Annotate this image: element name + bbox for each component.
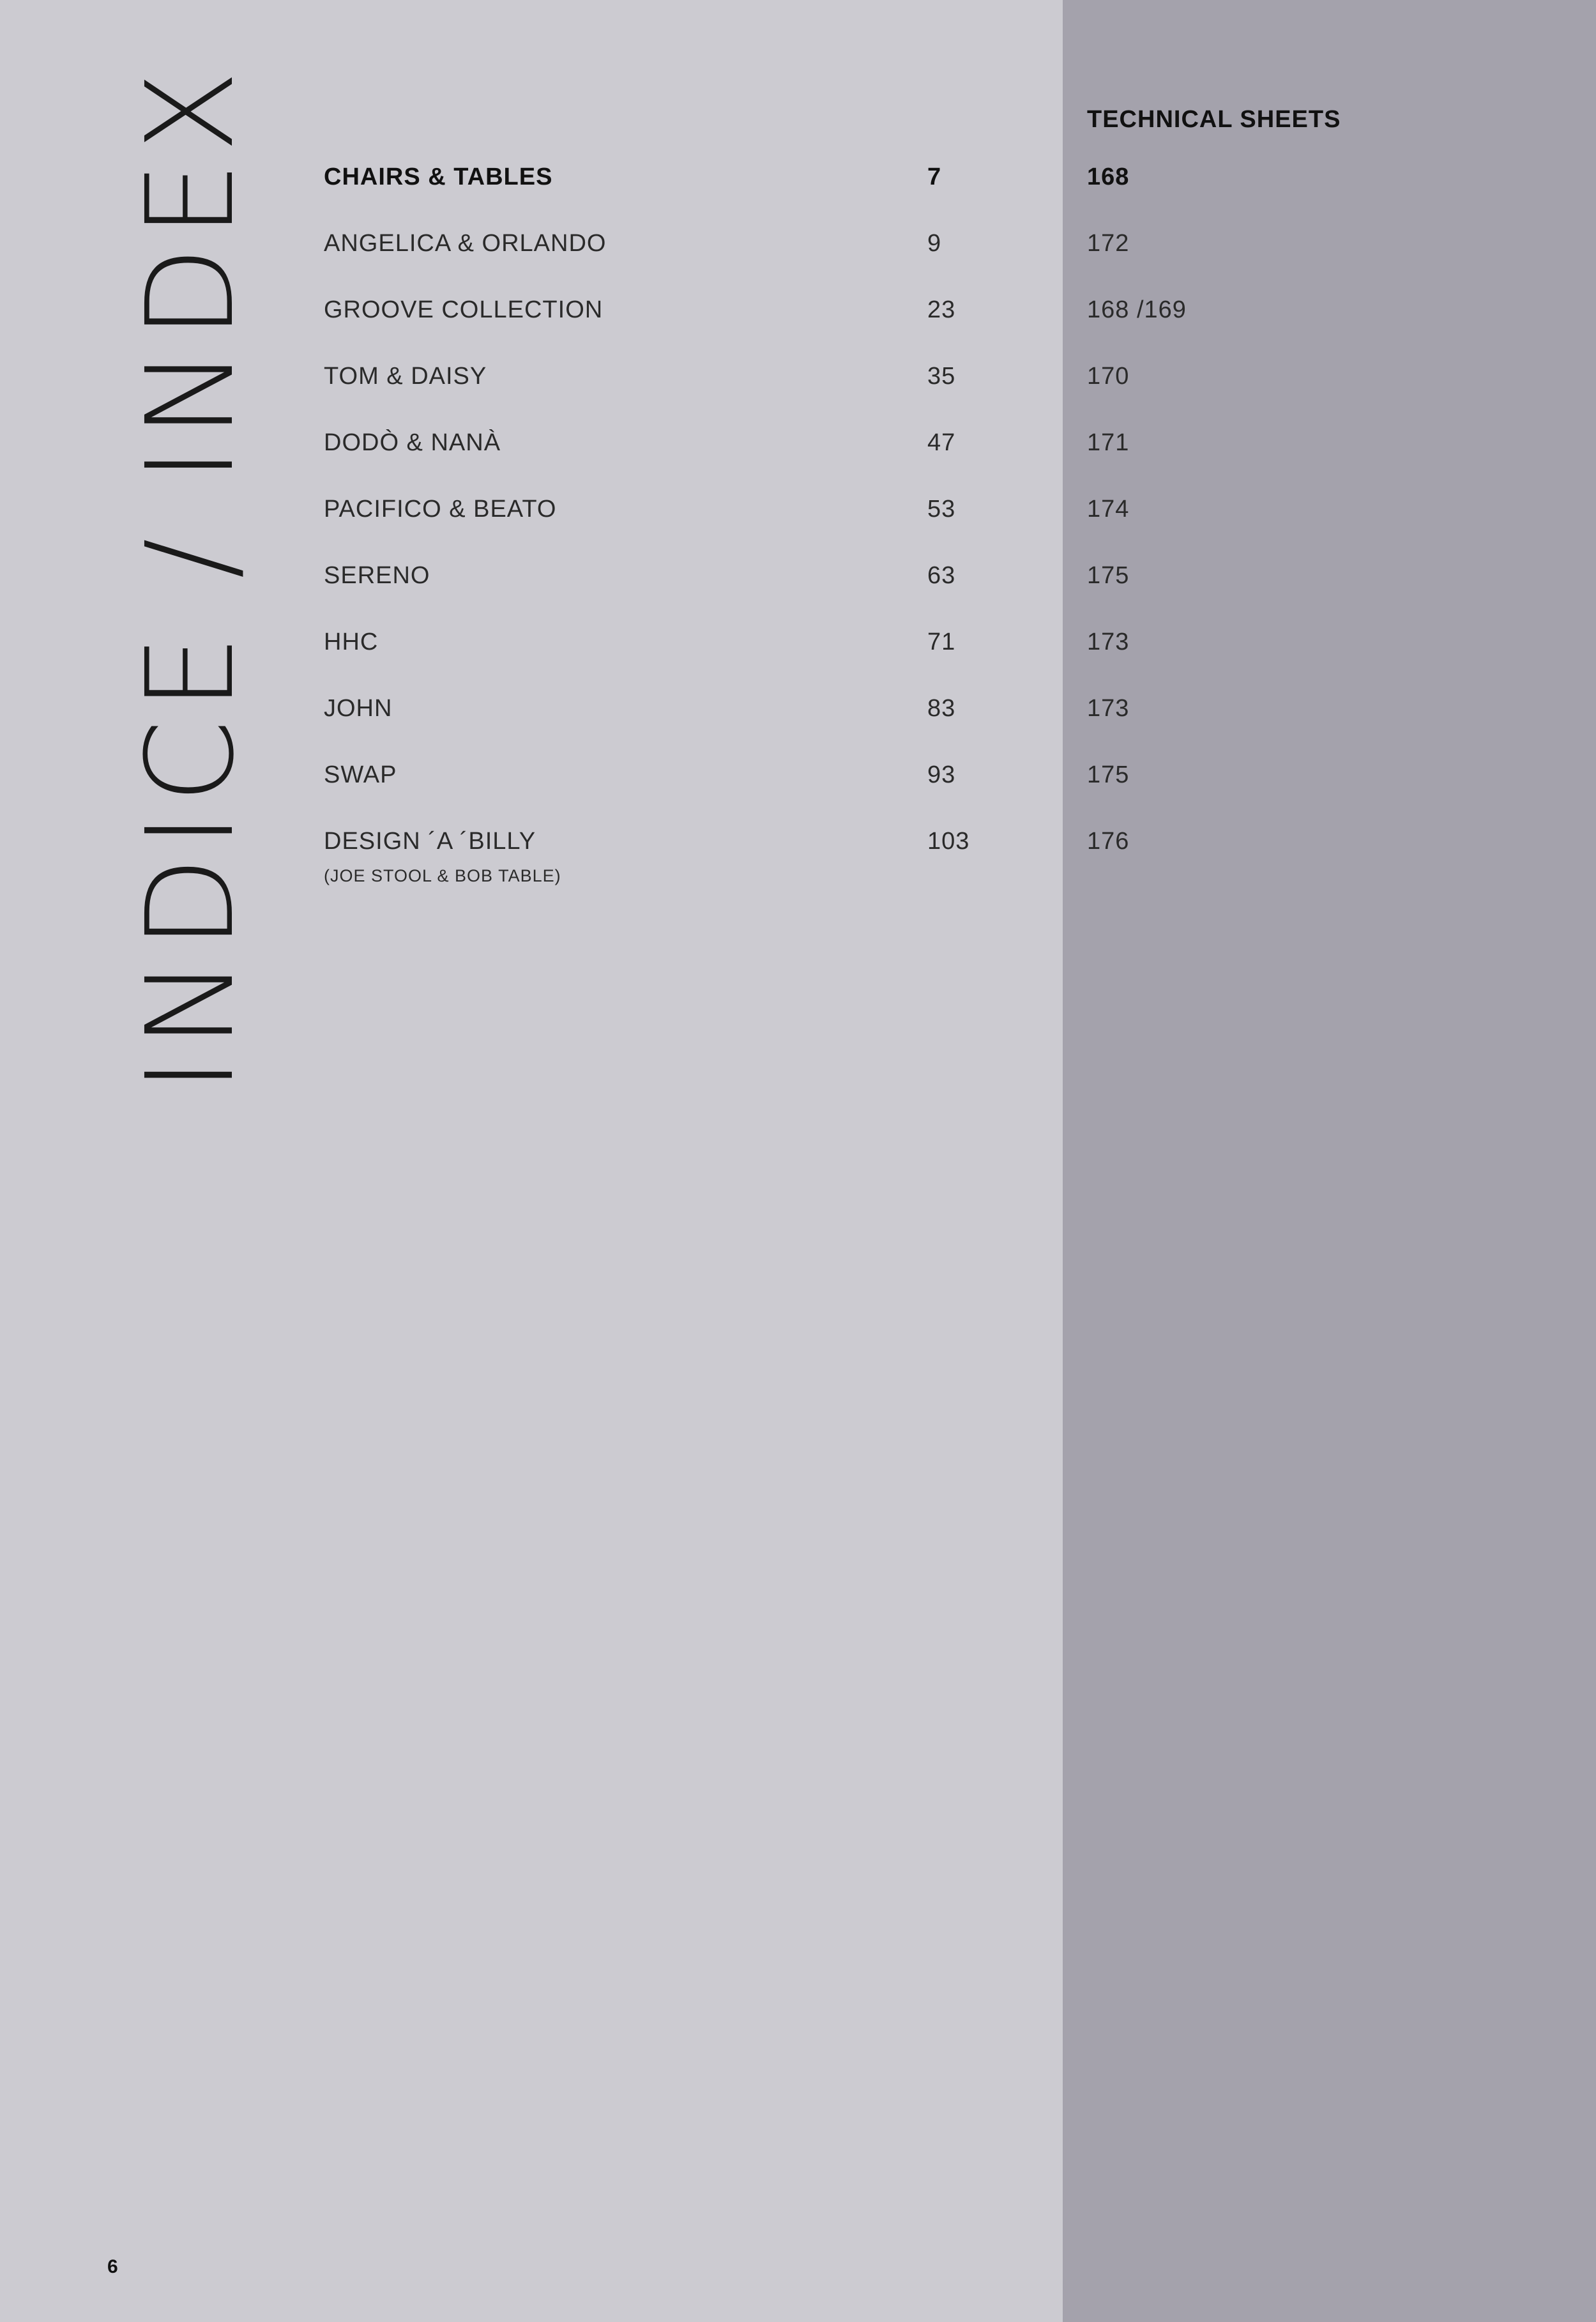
row-sheet: 174 xyxy=(1087,496,1130,523)
row-page: 23 xyxy=(927,296,956,323)
row-sheet: 170 xyxy=(1087,363,1130,390)
row-title: TOM & DAISY xyxy=(324,363,487,390)
row-page: 93 xyxy=(927,761,956,788)
row-page: 103 xyxy=(927,828,970,855)
index-side-title: INDICE / INDEX xyxy=(121,61,261,1092)
row-page: 63 xyxy=(927,562,956,589)
technical-sheets-header: TECHNICAL SHEETS xyxy=(1087,106,1341,133)
index-row[interactable] xyxy=(0,230,1596,268)
index-row[interactable] xyxy=(0,296,1596,335)
page-number: 6 xyxy=(107,2256,118,2277)
index-row[interactable] xyxy=(0,363,1596,401)
row-page: 47 xyxy=(927,429,956,456)
section-page: 7 xyxy=(927,164,942,190)
index-row[interactable] xyxy=(0,429,1596,468)
index-row[interactable] xyxy=(0,562,1596,600)
row-title: DESIGN ´A ´BILLY xyxy=(324,828,536,855)
section-sheet: 168 xyxy=(1087,164,1130,190)
row-subtitle-note: (JOE STOOL & BOB TABLE) xyxy=(324,866,561,885)
row-sheet: 173 xyxy=(1087,695,1130,722)
index-row[interactable] xyxy=(0,496,1596,534)
row-page: 53 xyxy=(927,496,956,523)
index-row[interactable] xyxy=(0,695,1596,733)
row-title: SWAP xyxy=(324,761,397,788)
row-page: 83 xyxy=(927,695,956,722)
row-sheet: 173 xyxy=(1087,629,1130,655)
row-title: PACIFICO & BEATO xyxy=(324,496,557,523)
index-section-header[interactable] xyxy=(0,164,1596,202)
row-sheet: 175 xyxy=(1087,562,1130,589)
row-title: SERENO xyxy=(324,562,430,589)
technical-sheets-panel xyxy=(1063,0,1596,2322)
row-page: 9 xyxy=(927,230,942,257)
row-sheet: 171 xyxy=(1087,429,1130,456)
row-sheet: 172 xyxy=(1087,230,1130,257)
row-sheet: 168 /169 xyxy=(1087,296,1187,323)
index-row[interactable] xyxy=(0,761,1596,800)
row-title: ANGELICA & ORLANDO xyxy=(324,230,607,257)
row-sheet: 175 xyxy=(1087,761,1130,788)
row-title: DODÒ & NANÀ xyxy=(324,429,501,456)
row-title: JOHN xyxy=(324,695,393,722)
row-title: HHC xyxy=(324,629,379,655)
index-row[interactable] xyxy=(0,828,1596,866)
row-page: 35 xyxy=(927,363,956,390)
row-sheet: 176 xyxy=(1087,828,1130,855)
row-title: GROOVE COLLECTION xyxy=(324,296,604,323)
section-title: CHAIRS & TABLES xyxy=(324,164,553,190)
row-page: 71 xyxy=(927,629,956,655)
index-row[interactable] xyxy=(0,629,1596,667)
